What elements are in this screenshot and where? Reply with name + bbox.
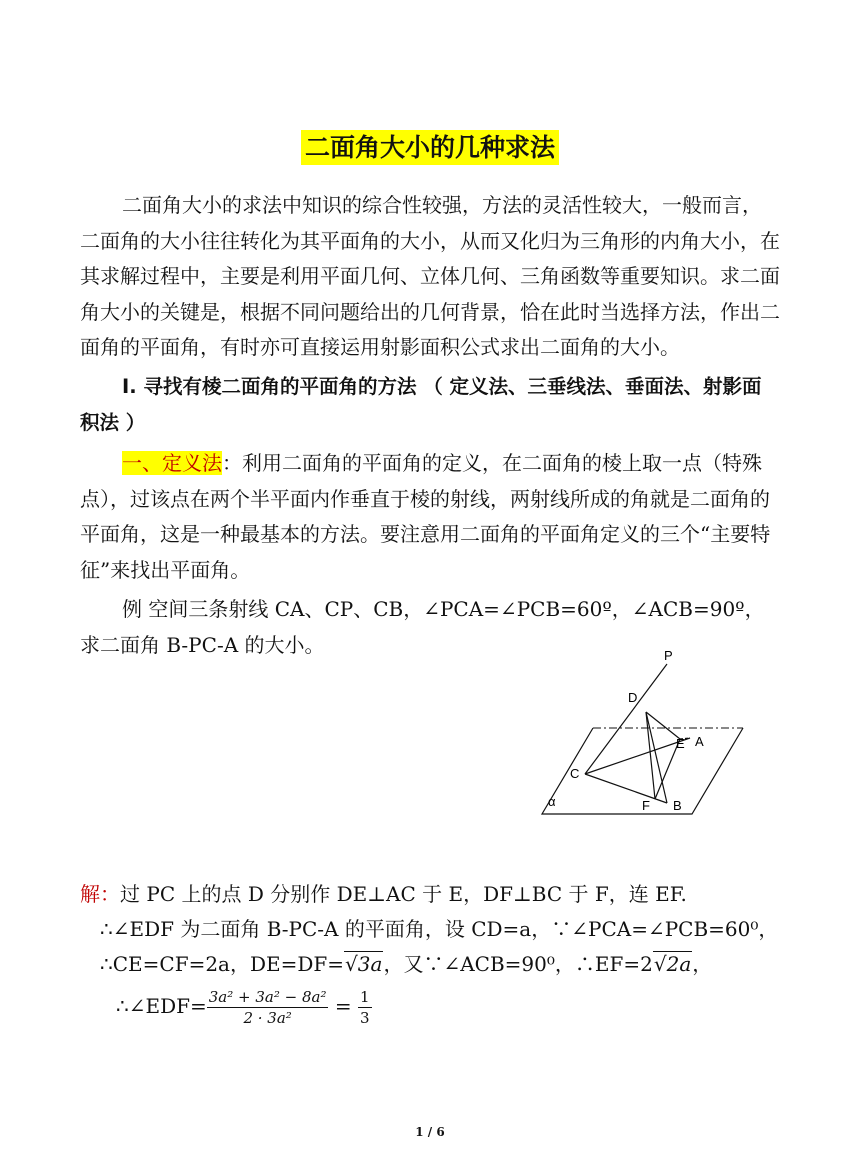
var-a2: a xyxy=(679,952,692,976)
result-denominator: 3 xyxy=(359,1009,370,1027)
equals-sign: = xyxy=(334,994,352,1018)
example-paragraph: 例 空间三条射线 CA、CP、CB，∠PCA=∠PCB=60º，∠ACB=90º，求二面角 B-PC-A 的大小。 xyxy=(80,597,765,657)
label-p: P xyxy=(664,648,673,663)
result-numerator: 1 xyxy=(359,988,370,1006)
solution-line-3 xyxy=(100,948,712,977)
method1-label: 一、定义法 xyxy=(122,451,222,475)
section-heading: I. 寻找有棱二面角的平面角的方法 （ 定义法、三垂线法、垂面法、射影面积法 ） xyxy=(80,375,762,434)
cosine-fraction xyxy=(207,988,329,1027)
ray-ca xyxy=(585,738,690,774)
var-a: a xyxy=(370,952,383,976)
solution-text-3c: ， xyxy=(692,952,713,976)
label-e: E xyxy=(676,736,685,751)
solution-text-4: ∴∠EDF= xyxy=(116,994,207,1018)
sqrt2: √2 xyxy=(653,952,680,976)
solution-line-4 xyxy=(116,988,372,1027)
intro-paragraph: 二面角大小的求法中知识的综合性较强，方法的灵活性较大，一般而言，二面角的大小往往转化为其平面角的大小，从而又化归为三角形的内角大小，在其求解过程中，主要是利用平面几何、立体几何、三角函数等重要知识。求二面角大小的关键是，根据不同问题给出的几何背景，恰在此时当选择方法，作出二面角的平面角，有时亦可直接运用射影面积公式求出二面角的大小。 xyxy=(80,193,780,359)
segment-df xyxy=(646,712,655,799)
label-a: A xyxy=(695,734,704,749)
label-c: C xyxy=(570,766,580,781)
solution-line-2: ∴∠EDF 为二面角 B-PC-A 的平面角，设 CD=a，∵∠PCA=∠PCB=60⁰， xyxy=(100,917,779,941)
solution-line-1 xyxy=(80,878,687,907)
label-f: F xyxy=(642,798,650,813)
method1-text: ：利用二面角的平面角的定义，在二面角的棱上取一点（特殊点），过该点在两个半平面内作垂直于棱的射线，两射线所成的角就是二面角的平面角，这是一种最基本的方法。要注意用二面角的平面角定义的三个“主要特征”来找出平面角。 xyxy=(80,451,771,582)
document-title: 二面角大小的几种求法 xyxy=(0,128,860,164)
sqrt-3-a xyxy=(344,951,383,976)
label-d: D xyxy=(628,690,638,705)
result-fraction xyxy=(358,988,372,1027)
geometry-figure xyxy=(530,640,760,830)
solution-text-1: 过 PC 上的点 D 分别作 DE⊥AC 于 E，DF⊥BC 于 F，连 EF. xyxy=(120,882,687,906)
fraction-denominator: 2 · 3a² xyxy=(243,1009,292,1027)
sqrt3: √3 xyxy=(345,952,371,976)
label-b: B xyxy=(673,798,682,813)
sqrt-2-a xyxy=(653,951,692,976)
solution-label: 解： xyxy=(80,882,120,906)
fraction-numerator: 3a² + 3a² − 8a² xyxy=(208,988,327,1006)
solution-text-3a: ∴CE=CF=2a，DE=DF= xyxy=(100,952,345,976)
page-number: 1 / 6 xyxy=(415,1125,445,1139)
solution-text-3b: ，又∵∠ACB=90⁰，∴EF=2 xyxy=(383,952,653,976)
method1-paragraph xyxy=(80,446,780,588)
label-alpha: α xyxy=(548,794,556,809)
